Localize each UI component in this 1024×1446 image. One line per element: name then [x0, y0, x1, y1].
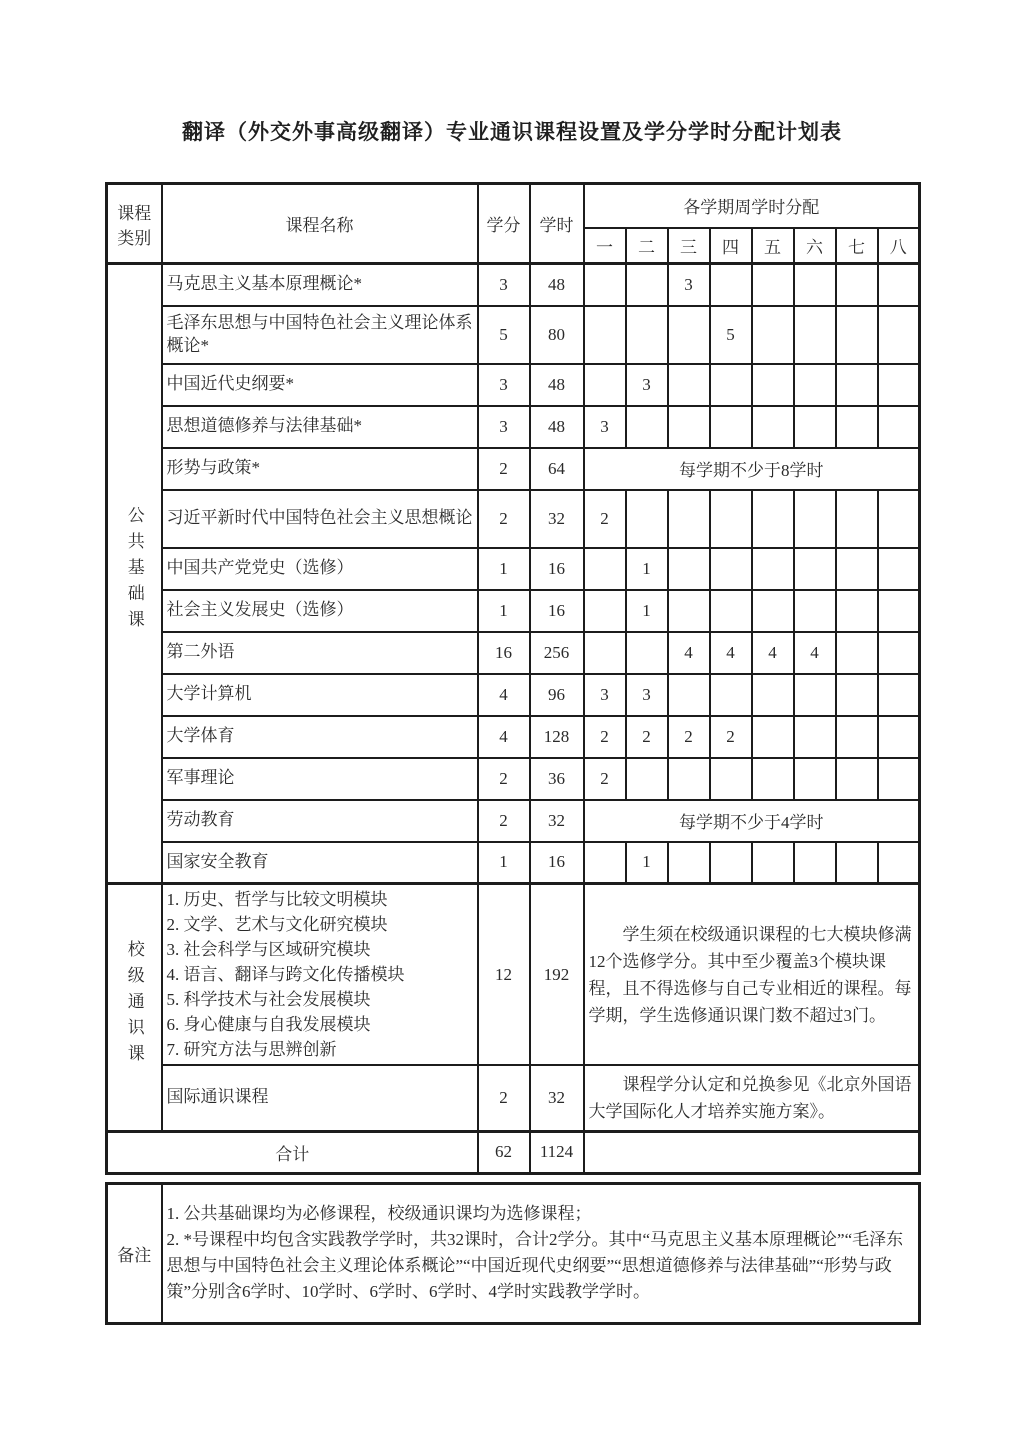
- remarks-text: [162, 1183, 920, 1323]
- semester-cell: [626, 406, 668, 448]
- credits-cell: 4: [478, 674, 530, 716]
- hours-cell: 192: [530, 884, 584, 1066]
- hours-cell: 48: [530, 406, 584, 448]
- semester-cell: [626, 632, 668, 674]
- hours-cell: 48: [530, 264, 584, 306]
- credits-cell: 3: [478, 406, 530, 448]
- table-header: [107, 184, 920, 264]
- semester-cell: [794, 716, 836, 758]
- semester-cell: [752, 758, 794, 800]
- header-semester-3: 三: [668, 228, 710, 264]
- semester-cell: [794, 758, 836, 800]
- total-row: [107, 1131, 920, 1173]
- semester-cell: [878, 674, 920, 716]
- semester-cell: 1: [626, 842, 668, 884]
- module-item: 5. 科学技术与社会发展模块: [166, 990, 371, 1009]
- semester-cell: [710, 842, 752, 884]
- semester-cell: [710, 490, 752, 548]
- semester-cell: [752, 842, 794, 884]
- header-semester-7: 七: [836, 228, 878, 264]
- header-semester-group: 各学期周学时分配: [584, 184, 920, 228]
- credits-cell: 1: [478, 842, 530, 884]
- semester-cell: [878, 716, 920, 758]
- table-row: [107, 632, 920, 674]
- course-name-cell: 习近平新时代中国特色社会主义思想概论: [162, 490, 478, 548]
- semester-cell: 2: [668, 716, 710, 758]
- semester-cell: [668, 364, 710, 406]
- table-row: [107, 884, 920, 1066]
- course-name-cell: 第二外语: [162, 632, 478, 674]
- intl-course-note: 课程学分认定和兑换参见《北京外国语大学国际化人才培养实施方案》。: [588, 1074, 912, 1121]
- header-semester-2: 二: [626, 228, 668, 264]
- table-row: [107, 716, 920, 758]
- remark-line-1: 1. 公共基础课均为必修课程，校级通识课均为选修课程；: [166, 1204, 592, 1223]
- course-name-cell: 大学体育: [162, 716, 478, 758]
- hours-cell: 96: [530, 674, 584, 716]
- semester-cell: [836, 632, 878, 674]
- semester-cell: [626, 264, 668, 306]
- intl-course-note-cell: [584, 1065, 920, 1131]
- semester-cell: [878, 758, 920, 800]
- course-allocation-table: [105, 182, 921, 1175]
- semester-cell: [752, 364, 794, 406]
- table-row: [107, 842, 920, 884]
- hours-cell: 16: [530, 590, 584, 632]
- semester-cell: [668, 590, 710, 632]
- credits-cell: 2: [478, 758, 530, 800]
- semester-cell: [584, 632, 626, 674]
- table-row: [107, 1065, 920, 1131]
- module-item: 3. 社会科学与区域研究模块: [166, 940, 371, 959]
- module-item: 2. 文学、艺术与文化研究模块: [166, 915, 388, 934]
- semester-cell: 2: [584, 716, 626, 758]
- header-semester-6: 六: [794, 228, 836, 264]
- semester-cell: [584, 842, 626, 884]
- course-name-cell: 劳动教育: [162, 800, 478, 842]
- semester-cell: [752, 716, 794, 758]
- semester-cell: [878, 548, 920, 590]
- total-credits: 62: [478, 1131, 530, 1173]
- remarks-table: [105, 1182, 921, 1325]
- course-name-cell: 国际通识课程: [162, 1065, 478, 1131]
- semester-cell: [584, 364, 626, 406]
- semester-cell: 4: [668, 632, 710, 674]
- remarks-label: 备注: [107, 1183, 162, 1323]
- semester-cell: [584, 590, 626, 632]
- course-name-cell: 国家安全教育: [162, 842, 478, 884]
- semester-cell: 4: [794, 632, 836, 674]
- hours-cell: 16: [530, 842, 584, 884]
- semester-cell: [668, 306, 710, 364]
- credits-cell: 16: [478, 632, 530, 674]
- semester-cell: [794, 264, 836, 306]
- module-item: 1. 历史、哲学与比较文明模块: [166, 890, 388, 909]
- semester-span-note: 每学期不少于8学时: [584, 448, 920, 490]
- credits-cell: 3: [478, 364, 530, 406]
- semester-cell: [794, 842, 836, 884]
- page-title: 翻译（外交外事高级翻译）专业通识课程设置及学分学时分配计划表: [182, 120, 842, 144]
- semester-cell: 3: [626, 674, 668, 716]
- semester-cell: [626, 490, 668, 548]
- semester-cell: [710, 406, 752, 448]
- hours-cell: 32: [530, 490, 584, 548]
- total-empty-cell: [584, 1131, 920, 1173]
- module-item: 4. 语言、翻译与跨文化传播模块: [166, 965, 405, 984]
- module-selection-note-cell: [584, 884, 920, 1066]
- semester-cell: [878, 632, 920, 674]
- semester-cell: [710, 364, 752, 406]
- semester-cell: [836, 758, 878, 800]
- table-row: [107, 364, 920, 406]
- semester-cell: 3: [584, 406, 626, 448]
- semester-cell: 5: [710, 306, 752, 364]
- semester-cell: [752, 306, 794, 364]
- module-item: 7. 研究方法与思辨创新: [166, 1040, 337, 1059]
- semester-cell: [836, 406, 878, 448]
- total-hours: 1124: [530, 1131, 584, 1173]
- credits-cell: 2: [478, 448, 530, 490]
- semester-cell: [836, 548, 878, 590]
- semester-cell: [710, 264, 752, 306]
- semester-cell: [794, 364, 836, 406]
- semester-cell: [794, 548, 836, 590]
- semester-cell: 1: [626, 590, 668, 632]
- semester-cell: [836, 716, 878, 758]
- semester-cell: [668, 674, 710, 716]
- semester-cell: [836, 364, 878, 406]
- semester-cell: 2: [584, 758, 626, 800]
- semester-cell: [836, 590, 878, 632]
- course-name-cell: 中国共产党党史（选修）: [162, 548, 478, 590]
- hours-cell: 80: [530, 306, 584, 364]
- module-selection-note: 学生须在校级通识课程的七大模块修满12个选修学分。其中至少覆盖3个模块课程，且不得选修与自己专业相近的课程。每学期，学生选修通识课门数不超过3门。: [588, 924, 912, 1025]
- semester-cell: [626, 758, 668, 800]
- semester-cell: [794, 306, 836, 364]
- semester-cell: [836, 490, 878, 548]
- semester-cell: [668, 758, 710, 800]
- table-row: [107, 548, 920, 590]
- category-label: 公共基础课: [124, 506, 144, 636]
- header-credits: 学分: [478, 184, 530, 264]
- semester-cell: [626, 306, 668, 364]
- semester-cell: [752, 406, 794, 448]
- semester-cell: [710, 674, 752, 716]
- table-row: [107, 406, 920, 448]
- semester-cell: [668, 548, 710, 590]
- semester-cell: [878, 842, 920, 884]
- semester-cell: [668, 842, 710, 884]
- course-name-cell: 大学计算机: [162, 674, 478, 716]
- hours-cell: 36: [530, 758, 584, 800]
- course-name-cell: 形势与政策*: [162, 448, 478, 490]
- semester-cell: 4: [710, 632, 752, 674]
- remark-line-2: 2. *号课程中均包含实践教学学时，共32课时，合计2学分。其中“马克思主义基本原理概论”“毛泽东思想与中国特色社会主义理论体系概论”“中国近现代史纲要”“思想道德修养与法律基础”“形势与政策”分别含6学时、10学时、6学时、6学时、4学时实践教学学时。: [166, 1230, 904, 1301]
- semester-cell: 1: [626, 548, 668, 590]
- table-row: [107, 674, 920, 716]
- semester-cell: [752, 548, 794, 590]
- credits-cell: 2: [478, 490, 530, 548]
- semester-cell: [878, 490, 920, 548]
- semester-cell: [794, 406, 836, 448]
- semester-cell: [836, 674, 878, 716]
- semester-cell: [836, 306, 878, 364]
- table-row: [107, 758, 920, 800]
- credits-cell: 3: [478, 264, 530, 306]
- table-row: [107, 448, 920, 490]
- category-public-basic-courses: [107, 264, 162, 884]
- header-semester-1: 一: [584, 228, 626, 264]
- remarks-row: [107, 1183, 920, 1323]
- total-label: 合计: [107, 1131, 478, 1173]
- credits-cell: 1: [478, 590, 530, 632]
- semester-cell: [752, 590, 794, 632]
- hours-cell: 32: [530, 1065, 584, 1131]
- table-row: [107, 490, 920, 548]
- header-course-name: 课程名称: [162, 184, 478, 264]
- semester-cell: [584, 548, 626, 590]
- hours-cell: 128: [530, 716, 584, 758]
- semester-cell: [794, 590, 836, 632]
- hours-cell: 16: [530, 548, 584, 590]
- module-list-cell: [162, 884, 478, 1066]
- semester-cell: [836, 264, 878, 306]
- header-semester-5: 五: [752, 228, 794, 264]
- credits-cell: 2: [478, 800, 530, 842]
- semester-cell: [878, 590, 920, 632]
- semester-cell: [668, 490, 710, 548]
- semester-span-note: 每学期不少于4学时: [584, 800, 920, 842]
- hours-cell: 256: [530, 632, 584, 674]
- credits-cell: 2: [478, 1065, 530, 1131]
- semester-cell: [584, 306, 626, 364]
- table-row: [107, 306, 920, 364]
- course-name-cell: 社会主义发展史（选修）: [162, 590, 478, 632]
- table-row: [107, 264, 920, 306]
- header-semester-8: 八: [878, 228, 920, 264]
- credits-cell: 12: [478, 884, 530, 1066]
- semester-cell: 3: [584, 674, 626, 716]
- table-row: [107, 590, 920, 632]
- semester-cell: [878, 264, 920, 306]
- semester-cell: [794, 674, 836, 716]
- hours-cell: 64: [530, 448, 584, 490]
- semester-cell: [878, 406, 920, 448]
- header-semester-4: 四: [710, 228, 752, 264]
- credits-cell: 5: [478, 306, 530, 364]
- semester-cell: [668, 406, 710, 448]
- course-name-cell: 思想道德修养与法律基础*: [162, 406, 478, 448]
- header-hours: 学时: [530, 184, 584, 264]
- hours-cell: 32: [530, 800, 584, 842]
- module-item: 6. 身心健康与自我发展模块: [166, 1015, 371, 1034]
- header-category: 课程类别: [107, 184, 162, 264]
- semester-cell: [836, 842, 878, 884]
- semester-cell: [878, 364, 920, 406]
- table-row: [107, 800, 920, 842]
- semester-cell: 2: [584, 490, 626, 548]
- credits-cell: 1: [478, 548, 530, 590]
- semester-cell: [794, 490, 836, 548]
- semester-cell: 4: [752, 632, 794, 674]
- semester-cell: [878, 306, 920, 364]
- semester-cell: [710, 590, 752, 632]
- semester-cell: [710, 758, 752, 800]
- course-name-cell: 中国近代史纲要*: [162, 364, 478, 406]
- semester-cell: [710, 548, 752, 590]
- category-label: 校级通识课: [124, 939, 144, 1070]
- course-name-cell: 军事理论: [162, 758, 478, 800]
- semester-cell: [752, 490, 794, 548]
- semester-cell: 2: [626, 716, 668, 758]
- semester-cell: [752, 264, 794, 306]
- semester-cell: 3: [626, 364, 668, 406]
- semester-cell: [752, 674, 794, 716]
- course-name-cell: 毛泽东思想与中国特色社会主义理论体系概论*: [162, 306, 478, 364]
- credits-cell: 4: [478, 716, 530, 758]
- semester-cell: 3: [668, 264, 710, 306]
- category-school-general-courses: [107, 884, 162, 1132]
- hours-cell: 48: [530, 364, 584, 406]
- semester-cell: [584, 264, 626, 306]
- semester-cell: 2: [710, 716, 752, 758]
- course-name-cell: 马克思主义基本原理概论*: [162, 264, 478, 306]
